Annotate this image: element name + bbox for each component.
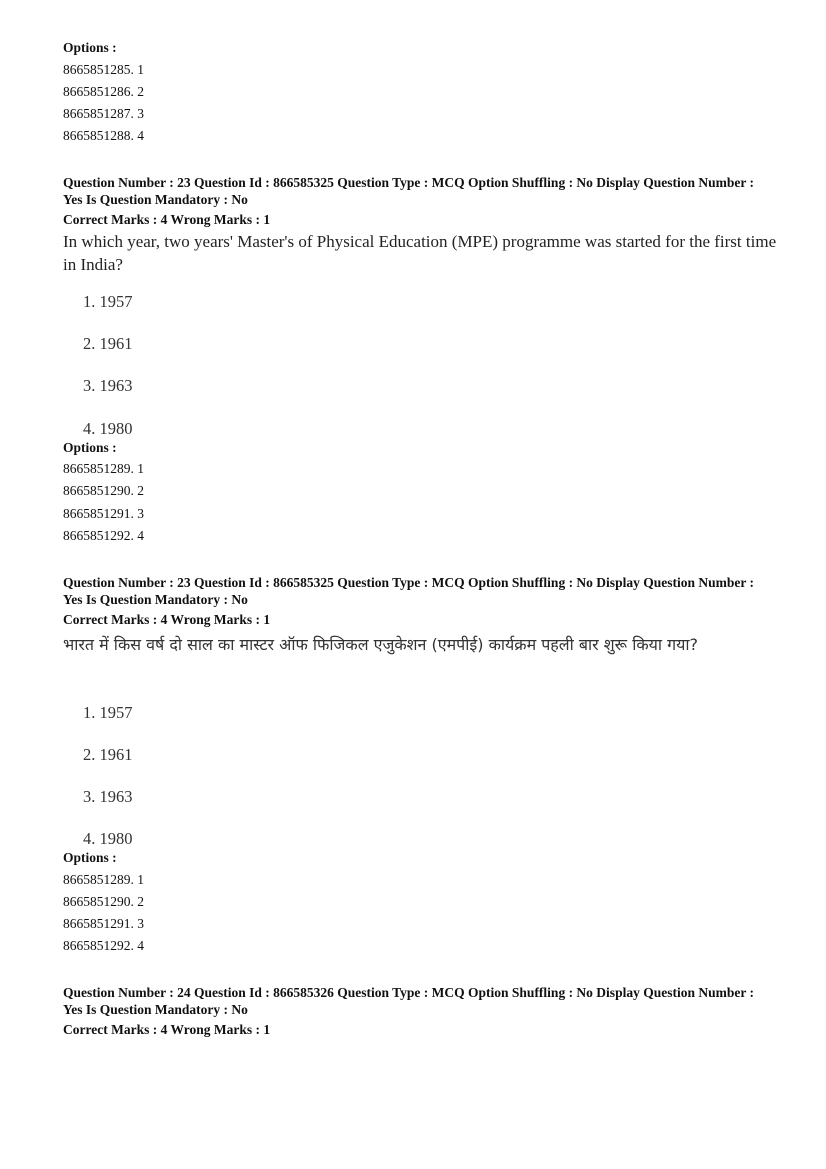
question-meta: Question Number : 23 Question Id : 866585325 Question Type : MCQ Option Shuffling : No Display Question Number : Yes Is Question Mandatory : No <box>63 175 754 207</box>
option-id: 8665851289. 1 <box>63 872 144 887</box>
option-id: 8665851292. 4 <box>63 938 144 953</box>
answer-choice: 1. 1957 <box>83 703 133 722</box>
option-id: 8665851287. 3 <box>63 106 144 121</box>
answer-choice: 2. 1961 <box>83 334 133 353</box>
options-label: Options : <box>63 40 117 55</box>
option-id: 8665851285. 1 <box>63 62 144 77</box>
option-id: 8665851291. 3 <box>63 506 144 521</box>
option-id: 8665851291. 3 <box>63 916 144 931</box>
question-marks: Correct Marks : 4 Wrong Marks : 1 <box>63 212 271 227</box>
option-id: 8665851290. 2 <box>63 894 144 909</box>
option-id: 8665851290. 2 <box>63 483 144 498</box>
question-meta: Question Number : 24 Question Id : 866585326 Question Type : MCQ Option Shuffling : No Display Question Number : Yes Is Question Mandatory : No <box>63 985 754 1017</box>
question-text: In which year, two years' Master's of Physical Education (MPE) programme was started for the first time in India? <box>63 232 777 274</box>
question-marks: Correct Marks : 4 Wrong Marks : 1 <box>63 612 271 627</box>
answer-choice: 2. 1961 <box>83 745 133 764</box>
option-id: 8665851289. 1 <box>63 461 144 476</box>
options-label: Options : <box>63 440 117 455</box>
answer-choice: 3. 1963 <box>83 376 133 395</box>
option-id: 8665851292. 4 <box>63 528 144 543</box>
answer-choice: 4. 1980 <box>83 419 133 438</box>
question-marks: Correct Marks : 4 Wrong Marks : 1 <box>63 1022 271 1037</box>
answer-choice: 3. 1963 <box>83 787 133 806</box>
question-text-hindi: भारत में किस वर्ष दो साल का मास्टर ऑफ फिजिकल एजुकेशन (एमपीई) कार्यक्रम पहली बार शुरू किया गया? <box>63 635 699 654</box>
question-meta: Question Number : 23 Question Id : 866585325 Question Type : MCQ Option Shuffling : No Display Question Number : Yes Is Question Mandatory : No <box>63 575 754 607</box>
answer-choice: 4. 1980 <box>83 829 133 848</box>
options-label: Options : <box>63 850 117 865</box>
option-id: 8665851288. 4 <box>63 128 144 143</box>
answer-choice: 1. 1957 <box>83 292 133 311</box>
option-id: 8665851286. 2 <box>63 84 144 99</box>
